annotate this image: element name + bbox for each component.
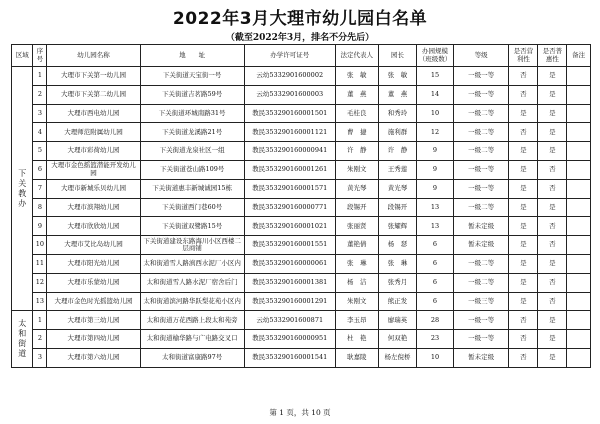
- cell-no: 3: [33, 104, 47, 123]
- cell-license: 教民353290160001551: [244, 236, 335, 255]
- cell-director: 王秀莲: [378, 160, 417, 179]
- cell-director: 杨左倪桥: [378, 348, 417, 367]
- table-row: [12, 330, 591, 349]
- cell-director: 许 静: [378, 142, 417, 161]
- district-cell: [12, 311, 33, 367]
- cell-legal-rep: 董艳倩: [335, 236, 378, 255]
- table-row: [12, 104, 591, 123]
- cell-no: 9: [33, 217, 47, 236]
- cell-address: 下关街道苍山路109号: [140, 160, 244, 179]
- cell-scale: 14: [417, 85, 453, 104]
- cell-name: 大理师范附属幼儿园: [47, 123, 140, 142]
- cell-inclusive: 是: [538, 348, 567, 367]
- cell-profit: 是: [509, 292, 538, 311]
- cell-inclusive: 否: [538, 179, 567, 198]
- cell-legal-rep: 张丽贤: [335, 217, 378, 236]
- cell-scale: 13: [417, 198, 453, 217]
- cell-address: 下关街道惠丰新城诚园15栋: [140, 179, 244, 198]
- cell-scale: 6: [417, 273, 453, 292]
- cell-grade: 一级三等: [453, 292, 509, 311]
- cell-note: [567, 67, 591, 86]
- header-license: 办学许可证号: [244, 45, 335, 67]
- cell-grade: 一级一等: [453, 330, 509, 349]
- cell-license: 云幼5332901600871: [244, 311, 335, 330]
- header-legal-rep: 法定代表人: [335, 45, 378, 67]
- cell-director: 黄光琴: [378, 179, 417, 198]
- cell-profit: 否: [509, 67, 538, 86]
- cell-name: 大理市滨翔幼儿园: [47, 198, 140, 217]
- table-row: [12, 311, 591, 330]
- cell-inclusive: 否: [538, 160, 567, 179]
- table-row: [12, 254, 591, 273]
- cell-profit: 是: [509, 104, 538, 123]
- header-name: 幼儿园名称: [47, 45, 140, 67]
- cell-name: 大理市西电幼儿园: [47, 104, 140, 123]
- cell-legal-rep: 杜 艳: [335, 330, 378, 349]
- cell-inclusive: 否: [538, 236, 567, 255]
- cell-no: 4: [33, 123, 47, 142]
- cell-no: 8: [33, 198, 47, 217]
- table-row: [12, 348, 591, 367]
- district-cell: [12, 67, 33, 311]
- cell-inclusive: 是: [538, 104, 567, 123]
- cell-note: [567, 254, 591, 273]
- cell-director: 何双艳: [378, 330, 417, 349]
- table-row: [12, 85, 591, 104]
- cell-note: [567, 85, 591, 104]
- cell-name: 大理市阳光幼儿园: [47, 254, 140, 273]
- cell-no: 10: [33, 236, 47, 255]
- cell-note: [567, 160, 591, 179]
- cell-license: 云幼5332901600002: [244, 67, 335, 86]
- cell-address: 太和街道榆华路与广电路交叉口: [140, 330, 244, 349]
- cell-director: 张耀辉: [378, 217, 417, 236]
- cell-note: [567, 198, 591, 217]
- cell-license: 教民353290160001021: [244, 217, 335, 236]
- cell-no: 5: [33, 142, 47, 161]
- cell-inclusive: 是: [538, 254, 567, 273]
- cell-profit: 是: [509, 160, 538, 179]
- cell-director: 熊正发: [378, 292, 417, 311]
- cell-legal-rep: 曹 捷: [335, 123, 378, 142]
- cell-address: 下关街道建设东路海川小区西楼二层商铺: [140, 236, 244, 255]
- cell-address: 太和街道雪人路滇西水泥厂小区内: [140, 254, 244, 273]
- header-inclusive: 是否普惠性: [538, 45, 567, 67]
- document-title: 2022年3月大理市幼儿园白名单: [172, 9, 428, 29]
- header-director: 园长: [378, 45, 417, 67]
- cell-address: 下关街道龙泉社区一组: [140, 142, 244, 161]
- cell-name: 大理市彩荷幼儿园: [47, 142, 140, 161]
- cell-license: 教民353290160000771: [244, 198, 335, 217]
- cell-no: 13: [33, 292, 47, 311]
- cell-scale: 23: [417, 330, 453, 349]
- cell-legal-rep: 朱刚文: [335, 160, 378, 179]
- cell-legal-rep: 毛桂良: [335, 104, 378, 123]
- cell-no: 1: [33, 311, 47, 330]
- cell-license: 教民353290160001541: [244, 348, 335, 367]
- cell-name: 大理市下关第二幼儿园: [47, 85, 140, 104]
- cell-license: 教民353290160001571: [244, 179, 335, 198]
- cell-legal-rep: 朱刚文: [335, 292, 378, 311]
- cell-name: 大理市下关第一幼儿园: [47, 67, 140, 86]
- cell-scale: 9: [417, 142, 453, 161]
- cell-scale: 6: [417, 292, 453, 311]
- cell-license: 教民353290160001121: [244, 123, 335, 142]
- cell-grade: 一级一等: [453, 311, 509, 330]
- cell-note: [567, 292, 591, 311]
- cell-name: 大理市乐蒙幼儿园: [47, 273, 140, 292]
- cell-scale: 6: [417, 236, 453, 255]
- cell-grade: 一级二等: [453, 254, 509, 273]
- table-row: [12, 179, 591, 198]
- cell-director: 张秀月: [378, 273, 417, 292]
- header-note: 备注: [567, 45, 591, 67]
- cell-director: 段锡开: [378, 198, 417, 217]
- cell-note: [567, 348, 591, 367]
- cell-profit: 是: [509, 254, 538, 273]
- cell-profit: 是: [509, 179, 538, 198]
- cell-note: [567, 236, 591, 255]
- cell-legal-rep: 张 敏: [335, 67, 378, 86]
- cell-profit: 是: [509, 217, 538, 236]
- table-row: [12, 142, 591, 161]
- cell-name: 大理市新城乐贝幼儿园: [47, 179, 140, 198]
- cell-scale: 12: [417, 123, 453, 142]
- cell-address: 太和街道滨河路华跃梨花苑小区内: [140, 292, 244, 311]
- cell-grade: 一级一等: [453, 160, 509, 179]
- kindergarten-table: [11, 44, 591, 368]
- cell-inclusive: 是: [538, 67, 567, 86]
- cell-license: 教民353290160000941: [244, 142, 335, 161]
- cell-inclusive: 否: [538, 273, 567, 292]
- cell-name: 大理市第六幼儿园: [47, 348, 140, 367]
- cell-grade: 一级二等: [453, 104, 509, 123]
- cell-address: 下关街道双鹭路15号: [140, 217, 244, 236]
- cell-note: [567, 311, 591, 330]
- cell-address: 下关街道西门巷60号: [140, 198, 244, 217]
- cell-note: [567, 330, 591, 349]
- header-scale: 办园规模（班级数）: [417, 45, 453, 67]
- cell-address: 下关街道环城南路31号: [140, 104, 244, 123]
- cell-director: 杨 瑟: [378, 236, 417, 255]
- cell-address: 下关街道吉茗路59号: [140, 85, 244, 104]
- cell-license: 云幼5332901600003: [244, 85, 335, 104]
- page-footer: 第 1 页，共 10 页: [269, 408, 331, 417]
- header-district: 区域: [12, 45, 33, 67]
- cell-license: 教民353290160001291: [244, 292, 335, 311]
- header-grade: 等级: [453, 45, 509, 67]
- cell-note: [567, 142, 591, 161]
- cell-director: 和秀玲: [378, 104, 417, 123]
- cell-legal-rep: 耿嘉陵: [335, 348, 378, 367]
- cell-inclusive: 否: [538, 217, 567, 236]
- table-row: [12, 217, 591, 236]
- cell-director: 张 敏: [378, 67, 417, 86]
- cell-name: 大理市第三幼儿园: [47, 311, 140, 330]
- cell-no: 12: [33, 273, 47, 292]
- cell-inclusive: 是: [538, 198, 567, 217]
- cell-no: 2: [33, 85, 47, 104]
- cell-note: [567, 123, 591, 142]
- cell-grade: 暂未定级: [453, 348, 509, 367]
- cell-no: 1: [33, 67, 47, 86]
- table-row: [12, 273, 591, 292]
- cell-name: 大理市金色摇篮潜能开发幼儿园: [47, 160, 140, 179]
- cell-profit: 否: [509, 123, 538, 142]
- cell-profit: 是: [509, 142, 538, 161]
- cell-grade: 一级二等: [453, 123, 509, 142]
- table-body: [12, 67, 591, 368]
- cell-scale: 6: [417, 254, 453, 273]
- cell-address: 太和街道万花西路上段太和苑旁: [140, 311, 244, 330]
- cell-grade: 一级二等: [453, 273, 509, 292]
- cell-profit: 是: [509, 198, 538, 217]
- cell-scale: 9: [417, 160, 453, 179]
- cell-license: 教民353290160000951: [244, 330, 335, 349]
- cell-director: 董 燕: [378, 85, 417, 104]
- cell-scale: 10: [417, 348, 453, 367]
- table-header-row: [12, 45, 591, 67]
- header-profit: 是否营利性: [509, 45, 538, 67]
- cell-note: [567, 179, 591, 198]
- cell-scale: 15: [417, 67, 453, 86]
- cell-address: 下关街道天宝街一号: [140, 67, 244, 86]
- cell-profit: 否: [509, 85, 538, 104]
- cell-profit: 否: [509, 330, 538, 349]
- table-row: [12, 123, 591, 142]
- table-row: [12, 198, 591, 217]
- cell-grade: 暂未定级: [453, 236, 509, 255]
- cell-address: 太和街道富康路97号: [140, 348, 244, 367]
- cell-legal-rep: 董 燕: [335, 85, 378, 104]
- cell-inclusive: 是: [538, 85, 567, 104]
- cell-legal-rep: 黄光琴: [335, 179, 378, 198]
- district-label: 太和街道: [18, 319, 27, 359]
- cell-inclusive: 是: [538, 123, 567, 142]
- cell-license: 教民353290160000061: [244, 254, 335, 273]
- cell-license: 教民353290160001261: [244, 160, 335, 179]
- cell-scale: 10: [417, 104, 453, 123]
- cell-name: 大理市欣欣幼儿园: [47, 217, 140, 236]
- cell-legal-rep: 张 琳: [335, 254, 378, 273]
- cell-grade: 一级二等: [453, 142, 509, 161]
- cell-no: 3: [33, 348, 47, 367]
- cell-address: 下关街道龙溪路21号: [140, 123, 244, 142]
- cell-license: 教民353290160001381: [244, 273, 335, 292]
- cell-no: 6: [33, 160, 47, 179]
- cell-grade: 暂未定级: [453, 217, 509, 236]
- cell-scale: 13: [417, 217, 453, 236]
- header-no: 序号: [33, 45, 47, 67]
- cell-profit: 否: [509, 311, 538, 330]
- cell-license: 教民353290160001501: [244, 104, 335, 123]
- cell-inclusive: 是: [538, 311, 567, 330]
- cell-no: 7: [33, 179, 47, 198]
- cell-grade: 一级二等: [453, 198, 509, 217]
- cell-legal-rep: 李玉昂: [335, 311, 378, 330]
- cell-no: 11: [33, 254, 47, 273]
- table-row: [12, 236, 591, 255]
- cell-no: 2: [33, 330, 47, 349]
- cell-inclusive: 否: [538, 292, 567, 311]
- table-row: [12, 292, 591, 311]
- cell-grade: 一级一等: [453, 85, 509, 104]
- cell-director: 施利群: [378, 123, 417, 142]
- cell-name: 大理市金色时光摇篮幼儿园: [47, 292, 140, 311]
- cell-legal-rep: 段锡开: [335, 198, 378, 217]
- document-subtitle: （截至2022年3月，排名不分先后）: [225, 33, 375, 43]
- cell-director: 张 琳: [378, 254, 417, 273]
- cell-note: [567, 217, 591, 236]
- cell-profit: 是: [509, 236, 538, 255]
- cell-grade: 一级一等: [453, 67, 509, 86]
- cell-note: [567, 104, 591, 123]
- cell-scale: 9: [417, 179, 453, 198]
- cell-legal-rep: 许 静: [335, 142, 378, 161]
- table-row: [12, 160, 591, 179]
- cell-profit: 是: [509, 273, 538, 292]
- cell-inclusive: 是: [538, 142, 567, 161]
- cell-address: 太和街道雪人路水泥厂宿舍后门: [140, 273, 244, 292]
- table-row: [12, 67, 591, 86]
- cell-legal-rep: 杨 洁: [335, 273, 378, 292]
- cell-name: 大理市艾比岛幼儿园: [47, 236, 140, 255]
- cell-inclusive: 是: [538, 330, 567, 349]
- cell-scale: 28: [417, 311, 453, 330]
- cell-grade: 一级一等: [453, 179, 509, 198]
- cell-profit: 否: [509, 348, 538, 367]
- header-address: 地 址: [140, 45, 244, 67]
- cell-name: 大理市第四幼儿园: [47, 330, 140, 349]
- district-label: 下关教办: [18, 168, 27, 208]
- cell-note: [567, 273, 591, 292]
- cell-director: 廖瑞英: [378, 311, 417, 330]
